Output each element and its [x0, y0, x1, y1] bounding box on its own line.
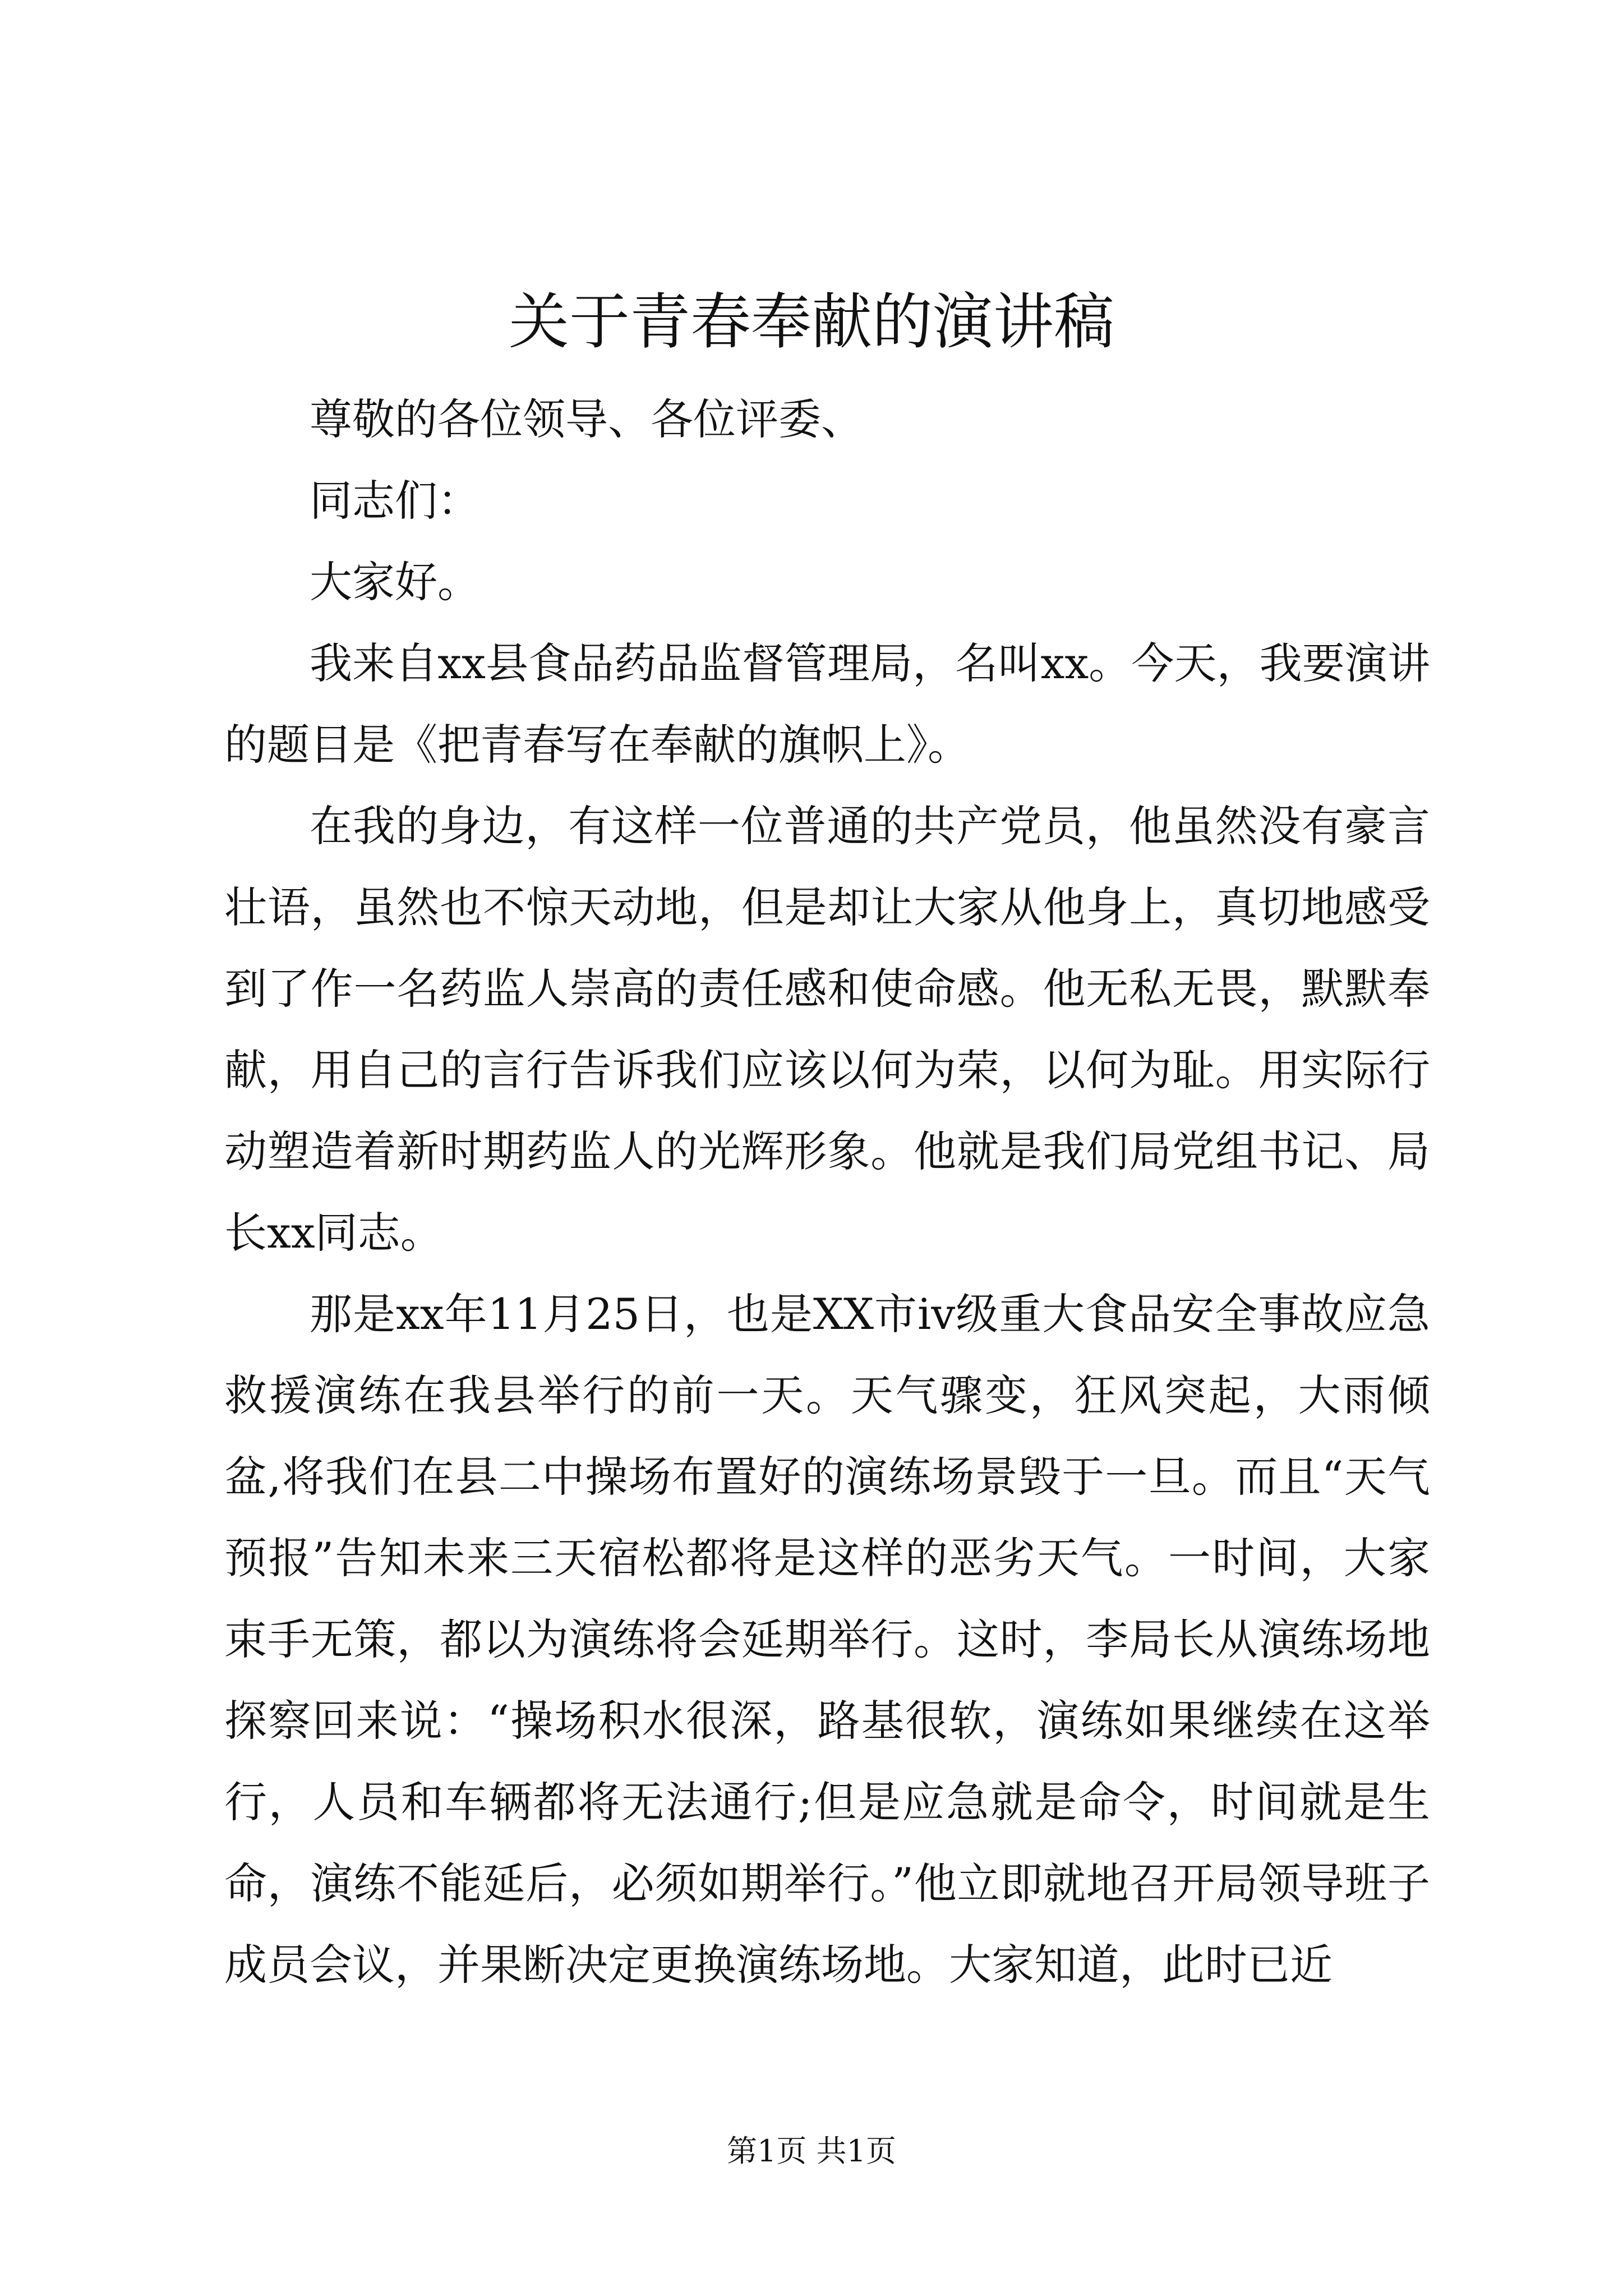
salutation-line-2: 同志们：	[310, 476, 480, 526]
paragraph-profile: 在我的身边，有这样一位普通的共产党员，他虽然没有豪言壮语，虽然也不惊天动地，但是却让大家从他身上，真切地感受到了作一名药监人崇高的责任感和使命感。他无私无畏，默默奉献，用自己的言行告诉我们应该以何为荣，以何为耻。用实际行动塑造着新时期药监人的光辉形象。他就是我们局党组书记、局长xx同志。	[224, 801, 1430, 1258]
paragraph-intro: 我来自xx县食品药品监督管理局，名叫xx。今天，我要演讲的题目是《把青春写在奉献的旗帜上》。	[224, 638, 1430, 770]
salutation-line-1: 尊敬的各位领导、各位评委、	[310, 394, 864, 444]
document-body	[224, 379, 1430, 2005]
page-title: 关于青春奉献的演讲稿	[508, 287, 1114, 357]
page-footer: 第1页 共1页	[727, 2133, 896, 2169]
greeting: 大家好。	[310, 557, 480, 607]
paragraph-story: 那是xx年11月25日，也是XX市iv级重大食品安全事故应急救援演练在我县举行的前一天。天气骤变，狂风突起，大雨倾盆,将我们在县二中操场布置好的演练场景毁于一旦。而且“天气预报”告知未来三天宿松都将是这样的恶劣天气。一时间，大家束手无策，都以为演练将会延期举行。这时，李局长从演练场地探察回来说：“操场积水很深，路基很软，演练如果继续在这举行，人员和车辆都将无法通行;但是应急就是命令，时间就是生命，演练不能延后，必须如期举行。”他立即就地召开局领导班子成员会议，并果断决定更换演练场地。大家知道，此时已近	[224, 1289, 1430, 1990]
